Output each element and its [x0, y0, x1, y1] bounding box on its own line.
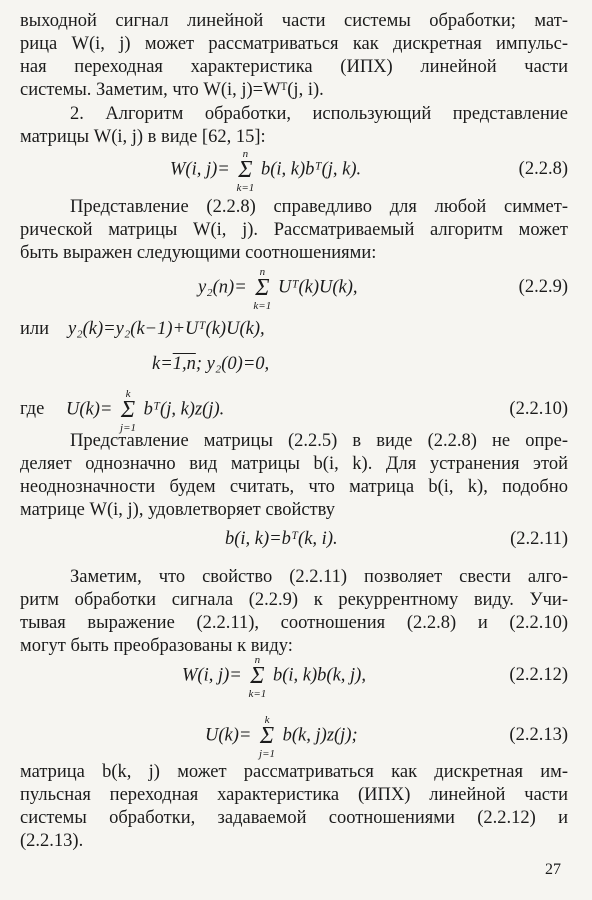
- equation-2-2-9: [20, 266, 568, 312]
- text-line: (2.2.13).: [20, 831, 84, 851]
- equation-2-2-13: [20, 714, 568, 760]
- text-line: системы. Заметим, что W(i, j)=Wᵀ(j, i).: [20, 80, 324, 100]
- text-line: рической матрицы W(i, j). Рассматриваемый алгоритм может: [20, 220, 568, 240]
- equation-number: (2.2.9): [518, 277, 568, 297]
- equation-prefix: где: [20, 399, 45, 419]
- text-line: матрице W(i, j), удовлетворяет свойству: [20, 500, 335, 520]
- text-line: матрица b(k, j) может рассматриваться как дискретная им-: [20, 762, 568, 782]
- paragraph-4: [20, 430, 568, 522]
- equation-2-2-8: [20, 148, 568, 194]
- equation-2-2-9-condition: [20, 345, 568, 385]
- text-line: Представление (2.2.8) справедливо для любой симмет-: [70, 197, 568, 217]
- equation-lhs: U(k)=: [205, 725, 252, 746]
- equation-lhs: W(i, j)=: [182, 665, 242, 686]
- equation-body: y₂(k)=y₂(k−1)+Uᵀ(k)U(k),: [68, 319, 265, 339]
- equation-rhs: b(i, k)bᵀ(j, k).: [261, 159, 362, 180]
- sum-symbol: n Σ k=1: [248, 654, 267, 700]
- equation-rhs: b(i, k)b(k, j),: [273, 665, 366, 686]
- text-line: системы обработки, задаваемой соотношениями (2.2.12) и: [20, 808, 568, 828]
- equation-part: ; y₂(0)=0,: [195, 354, 270, 374]
- text-line: пульсная переходная характеристика (ИПХ) линейной части: [20, 785, 568, 805]
- equation-prefix: или: [20, 319, 50, 339]
- text-line: ритм обработки сигнала (2.2.9) к рекуррентному виду. Учи-: [20, 590, 568, 610]
- text-line: рица W(i, j) может рассматриваться как дискретная импульс-: [20, 34, 568, 54]
- equation-number: (2.2.11): [510, 529, 568, 549]
- text-line: матрицы W(i, j) в виде [62, 15]:: [20, 127, 266, 147]
- equation-lhs: U(k)=: [66, 399, 113, 420]
- paragraph-1: [20, 10, 568, 102]
- sum-symbol: n Σ k=1: [253, 266, 272, 312]
- equation-number: (2.2.12): [509, 665, 568, 685]
- equation-number: (2.2.13): [509, 725, 568, 745]
- equation-body: b(i, k)=bᵀ(k, i).: [225, 529, 338, 549]
- text-line: могут быть преобразованы к виду:: [20, 636, 293, 656]
- text-line: деляет однозначно вид матрицы b(i, k). Для устранения этой: [20, 454, 568, 474]
- equation-number: (2.2.8): [518, 159, 568, 179]
- sum-symbol: k Σ j=1: [120, 388, 136, 434]
- sum-symbol: k Σ j=1: [259, 714, 275, 760]
- paragraph-6: [20, 761, 568, 853]
- equation-2-2-11: [20, 520, 568, 560]
- text-line: Заметим, что свойство (2.2.11) позволяет свести алго-: [70, 567, 568, 587]
- page-number: 27: [545, 861, 561, 878]
- text-line: быть выражен следующими соотношениями:: [20, 243, 377, 263]
- equation-rhs: bᵀ(j, k)z(j).: [143, 399, 225, 420]
- equation-part: k=: [152, 354, 173, 374]
- equation-part: 1,n: [172, 354, 196, 374]
- paragraph-3: [20, 196, 568, 265]
- paragraph-5: [20, 566, 568, 658]
- text-line: тывая выражение (2.2.11), соотношения (2.2.8) и (2.2.10): [20, 613, 568, 633]
- equation-lhs: W(i, j)=: [170, 159, 230, 180]
- equation-lhs: y₂(n)=: [198, 277, 247, 298]
- paragraph-2: [20, 103, 568, 149]
- equation-number: (2.2.10): [509, 399, 568, 419]
- text-line: Представление матрицы (2.2.5) в виде (2.2.8) не опре-: [70, 431, 568, 451]
- equation-2-2-9-recurrent: [20, 310, 568, 350]
- equation-rhs: b(k, j)z(j);: [282, 725, 358, 746]
- text-line: 2. Алгоритм обработки, использующий представление: [70, 104, 568, 124]
- equation-rhs: Uᵀ(k)U(k),: [277, 277, 358, 298]
- equation-2-2-12: [20, 654, 568, 700]
- text-line: выходной сигнал линейной части системы обработки; мат-: [20, 11, 568, 31]
- equation-2-2-10: [20, 388, 568, 434]
- sum-symbol: n Σ k=1: [236, 148, 255, 194]
- text-line: неоднозначности будем считать, что матрица b(i, k), подобно: [20, 477, 568, 497]
- text-line: ная переходная характеристика (ИПХ) линейной части: [20, 57, 568, 77]
